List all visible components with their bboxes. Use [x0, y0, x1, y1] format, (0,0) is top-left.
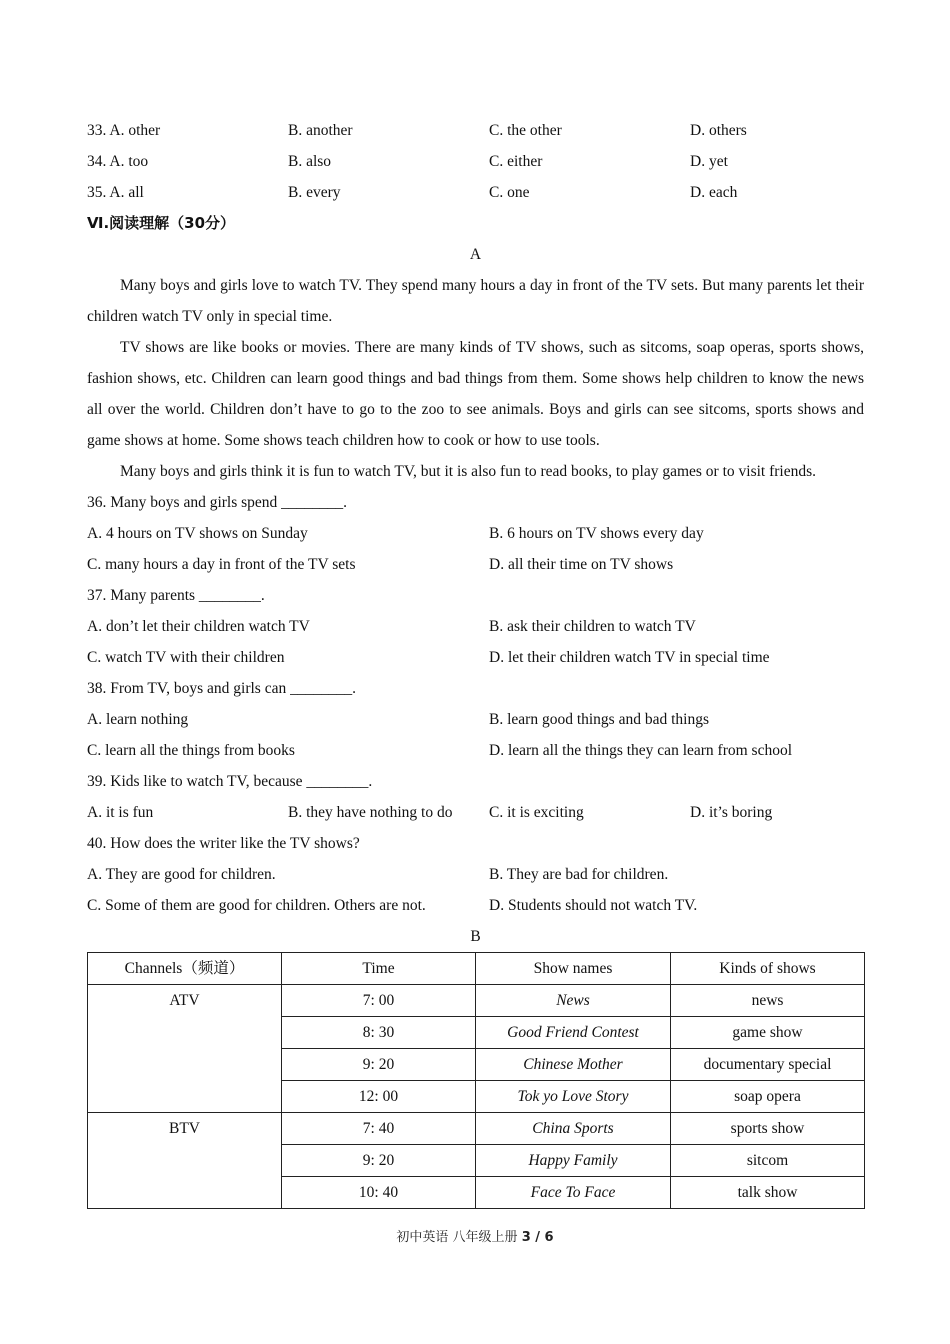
- option-c: C. Some of them are good for children. Others are not.: [87, 897, 426, 914]
- option-a: 35. A. all: [87, 184, 144, 201]
- show-name-cell: Chinese Mother: [476, 1049, 671, 1081]
- passage-b-label: B: [470, 928, 481, 945]
- footer-text: 初中英语 八年级上册: [396, 1230, 522, 1245]
- option-d: D. it’s boring: [690, 804, 773, 821]
- kind-cell: news: [671, 985, 865, 1017]
- option-d: D. yet: [690, 153, 728, 170]
- option-c: C. learn all the things from books: [87, 742, 295, 759]
- question-34-options: [87, 146, 864, 177]
- passage-a-paragraph-1: Many boys and girls love to watch TV. They spend many hours a day in front of the TV sets. But many parents let their children watch TV only in special time.: [87, 277, 864, 325]
- time-cell: 9: 20: [282, 1049, 476, 1081]
- question-37-stem: 37. Many parents ________.: [87, 587, 265, 604]
- time-cell: 10: 40: [282, 1177, 476, 1209]
- option-a: A. learn nothing: [87, 711, 189, 728]
- show-name-cell: Good Friend Contest: [476, 1017, 671, 1049]
- question-39-options: [87, 797, 864, 828]
- question-33-options: [87, 115, 864, 146]
- exam-page: [87, 115, 864, 1209]
- option-b: B. every: [288, 184, 341, 201]
- show-name-cell: Happy Family: [476, 1145, 671, 1177]
- header-show-names: Show names: [476, 953, 671, 985]
- section-title: Ⅵ.阅读理解（30分）: [87, 214, 236, 232]
- option-b: B. also: [288, 153, 332, 170]
- show-name-cell: News: [476, 985, 671, 1017]
- kind-cell: soap opera: [671, 1081, 865, 1113]
- header-kinds-of-shows: Kinds of shows: [671, 953, 865, 985]
- option-a: 34. A. too: [87, 153, 149, 170]
- time-cell: 9: 20: [282, 1145, 476, 1177]
- option-c: C. many hours a day in front of the TV sets: [87, 556, 356, 573]
- question-39-stem: 39. Kids like to watch TV, because ________.: [87, 773, 373, 790]
- table-row: [88, 1113, 865, 1145]
- option-b: B. they have nothing to do: [288, 804, 453, 821]
- passage-a-paragraph-3: Many boys and girls think it is fun to watch TV, but it is also fun to read books, to play games or to visit friends.: [120, 463, 817, 480]
- option-b: B. ask their children to watch TV: [489, 618, 696, 635]
- option-b: B. learn good things and bad things: [489, 711, 709, 728]
- option-c: C. the other: [489, 122, 562, 139]
- show-name-cell: Face To Face: [476, 1177, 671, 1209]
- page-number: 3 / 6: [521, 1230, 554, 1245]
- channel-btv: BTV: [88, 1113, 282, 1209]
- show-name-cell: China Sports: [476, 1113, 671, 1145]
- option-c: C. either: [489, 153, 543, 170]
- question-36-stem: 36. Many boys and girls spend ________.: [87, 494, 348, 511]
- table-header-row: [88, 953, 865, 985]
- channel-atv: ATV: [88, 985, 282, 1113]
- option-d: D. others: [690, 122, 747, 139]
- question-35-options: [87, 177, 864, 208]
- option-a: A. it is fun: [87, 804, 154, 821]
- option-b: B. another: [288, 122, 353, 139]
- option-d: D. Students should not watch TV.: [489, 897, 698, 914]
- question-40-options-row-2: [87, 890, 864, 921]
- question-37-options-row-1: [87, 611, 864, 642]
- question-40-stem: 40. How does the writer like the TV shows?: [87, 835, 360, 852]
- passage-a-label: A: [469, 246, 482, 263]
- option-c: C. watch TV with their children: [87, 649, 285, 666]
- question-36-options-row-2: [87, 549, 864, 580]
- table-row: [88, 985, 865, 1017]
- option-b: B. 6 hours on TV shows every day: [489, 525, 704, 542]
- option-c: C. it is exciting: [489, 804, 584, 821]
- tv-schedule-table: [87, 952, 865, 1209]
- time-cell: 7: 00: [282, 985, 476, 1017]
- kind-cell: talk show: [671, 1177, 865, 1209]
- time-cell: 12: 00: [282, 1081, 476, 1113]
- option-c: C. one: [489, 184, 530, 201]
- header-channels: Channels（频道）: [88, 953, 282, 985]
- question-36-options-row-1: [87, 518, 864, 549]
- kind-cell: documentary special: [671, 1049, 865, 1081]
- kind-cell: game show: [671, 1017, 865, 1049]
- question-38-options-row-2: [87, 735, 864, 766]
- option-a: A. They are good for children.: [87, 866, 276, 883]
- header-time: Time: [282, 953, 476, 985]
- show-name-cell: Tok yo Love Story: [476, 1081, 671, 1113]
- page-footer: [0, 1226, 950, 1245]
- option-a: 33. A. other: [87, 122, 161, 139]
- option-d: D. learn all the things they can learn from school: [489, 742, 793, 759]
- option-d: D. let their children watch TV in special time: [489, 649, 770, 666]
- question-38-stem: 38. From TV, boys and girls can ________.: [87, 680, 356, 697]
- option-d: D. each: [690, 184, 738, 201]
- kind-cell: sitcom: [671, 1145, 865, 1177]
- option-a: A. 4 hours on TV shows on Sunday: [87, 525, 308, 542]
- option-d: D. all their time on TV shows: [489, 556, 674, 573]
- option-a: A. don’t let their children watch TV: [87, 618, 310, 635]
- kind-cell: sports show: [671, 1113, 865, 1145]
- passage-a-paragraph-2: TV shows are like books or movies. There are many kinds of TV shows, such as sitcoms, soap operas, sports shows, fashion shows, etc. Children can learn good things and bad things from them. Some shows help children to know the news all over the world. Children don’t have to go to the zoo to see animals. Boys and girls can see sitcoms, sports shows and game shows at home. Some shows teach children how to cook or how to use tools.: [87, 339, 864, 449]
- time-cell: 7: 40: [282, 1113, 476, 1145]
- question-40-options-row-1: [87, 859, 864, 890]
- question-38-options-row-1: [87, 704, 864, 735]
- question-37-options-row-2: [87, 642, 864, 673]
- option-b: B. They are bad for children.: [489, 866, 669, 883]
- time-cell: 8: 30: [282, 1017, 476, 1049]
